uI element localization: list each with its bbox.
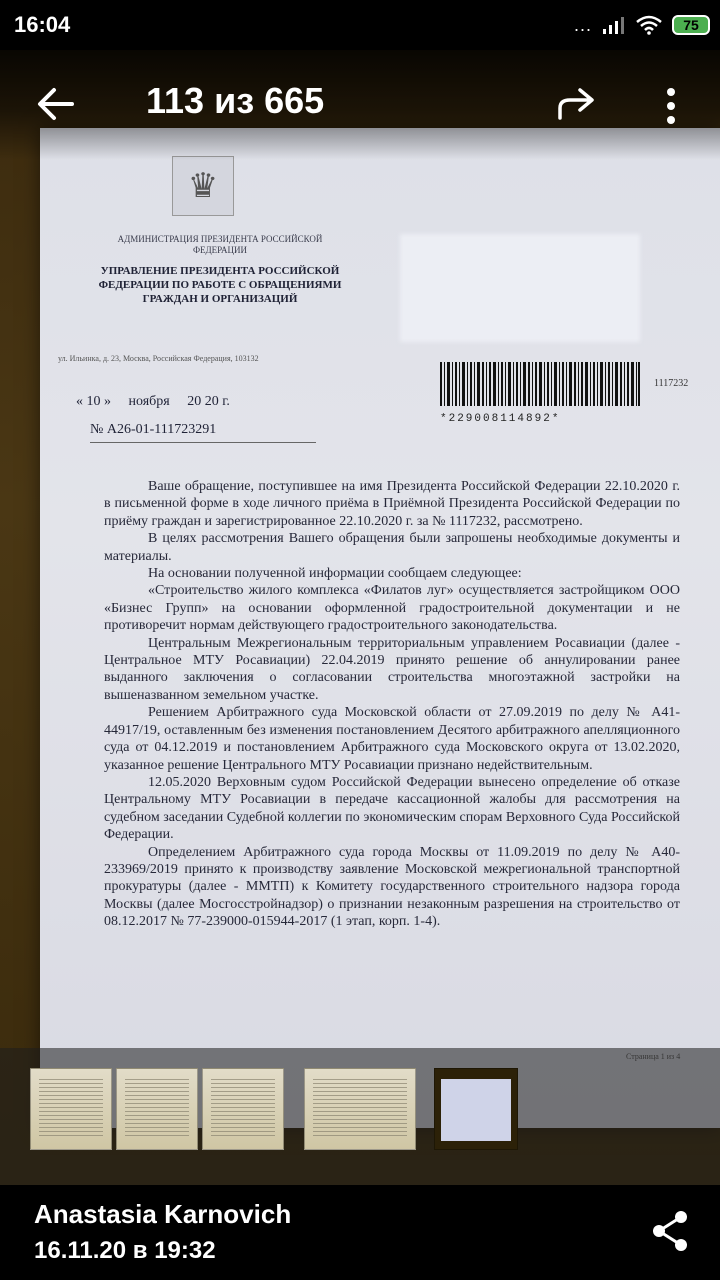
wifi-icon: [636, 15, 662, 35]
more-options-icon[interactable]: [656, 86, 686, 126]
coat-of-arms-icon: ♛: [172, 156, 234, 216]
org-address: ул. Ильинка, д. 23, Москва, Российская Федерация, 103132: [58, 354, 259, 363]
barcode-number: *229008114892*: [440, 413, 561, 425]
signal-icon: [602, 15, 626, 35]
thumbnail[interactable]: [116, 1068, 198, 1150]
paragraph: Центральным Межрегиональным территориальным управлением Росавиации (далее - Центральное МТУ Росавиации) 22.04.2019 принято решение об аннулировании ранее выданного заключения о согласовании строительства многоэтажной застройки на вышеназванном земельном участке.: [104, 635, 680, 703]
letter-date: [76, 394, 244, 410]
paragraph: Ваше обращение, поступившее на имя Президента Российской Федерации 22.10.2020 г. в письменной форме в ходе личного приёма в Приёмной Президента Российской Федерации по приёму граждан и зарегистрированное 22.10.2020 г. за № 1117232, рассмотрено.: [104, 479, 680, 529]
paragraph: На основании полученной информации сообщаем следующее:: [148, 566, 522, 582]
status-bar: [0, 0, 720, 50]
forward-icon[interactable]: [556, 88, 596, 122]
photo-viewer[interactable]: [0, 50, 720, 1185]
thumbnail[interactable]: [434, 1068, 518, 1150]
sent-datetime: 16.11.20 в 19:32: [34, 1237, 216, 1264]
paragraph: 12.05.2020 Верховным судом Российской Федерации вынесено определение об отказе Центральному МТУ Росавиации в передаче кассационной жалобы для рассмотрения на судебном заседании Судебной коллегии по экономическим спорам Верховного Суда Российской Федерации.: [104, 774, 680, 843]
thumbnail-current[interactable]: [304, 1068, 416, 1150]
paragraph: Определением Арбитражного суда города Москвы от 11.09.2019 по делу № А40-233969/2019 принято к производству заявление Московской межрегиональной транспортной прокуратуры (далее - ММТП) к Комитету государственного строительного надзора города Москвы (далее Мосгосстройнадзор) о признании незаконным разрешения на строительство от 08.12.2017 № 77-239000-015944-2017 (1 этап, корп. 1-4).: [104, 844, 680, 930]
barcode: [440, 362, 650, 425]
back-arrow-icon[interactable]: [36, 86, 76, 122]
org-name-big: УПРАВЛЕНИЕ ПРЕЗИДЕНТА РОССИЙСКОЙ ФЕДЕРАЦИИ ПО РАБОТЕ С ОБРАЩЕНИЯМИ ГРАЖДАН И ОРГАНИЗАЦИЙ: [98, 265, 342, 305]
date-day: « 10 »: [76, 394, 111, 409]
notification-dots: ...: [573, 14, 592, 35]
barcode-id: 1117232: [654, 378, 689, 389]
date-month: ноября: [128, 394, 170, 409]
paragraph: Решением Арбитражного суда Московской области от 27.09.2019 по делу № А41-44917/19, оставленным без изменения постановлением Десятого арбитражного апелляционного суда от 04.12.2019 и постановлением Арбитражного суда Московского округа от 13.02.2020, указанное решение Центрального МТУ Росавиации признано недействительным.: [104, 705, 680, 773]
paragraph: В целях рассмотрения Вашего обращения были запрошены необходимые документы и материалы.: [104, 531, 680, 564]
barcode-graphic: [440, 362, 640, 406]
date-year: 20 20 г.: [187, 394, 230, 409]
thumbnail[interactable]: [202, 1068, 284, 1150]
recipient-blur: [400, 234, 640, 342]
photo-counter: 113 из 665: [146, 80, 325, 121]
thumbnail[interactable]: [30, 1068, 112, 1150]
letter-body: [104, 478, 680, 931]
battery-indicator: 75: [672, 15, 710, 35]
paragraph: «Строительство жилого комплекса «Филатов луг» осуществляется застройщиком ООО «Бизнес Групп» на основании оформленной градостроительной документации и не противоречит нормам действующего градостроительного законодательства.: [104, 583, 680, 634]
sender-name: Anastasia Karnovich: [34, 1199, 292, 1229]
letter-number: № А26-01-111723291: [90, 422, 316, 443]
thumbnail-strip[interactable]: [0, 1048, 720, 1185]
document-photo: [40, 128, 720, 1128]
top-app-bar: [0, 50, 720, 160]
share-icon[interactable]: [650, 1209, 690, 1253]
status-icons: [574, 12, 710, 38]
status-time: 16:04: [14, 12, 71, 37]
bottom-info-bar: [0, 1185, 720, 1280]
org-name-small: АДМИНИСТРАЦИЯ ПРЕЗИДЕНТА РОССИЙСКОЙ ФЕДЕРАЦИИ: [117, 234, 323, 255]
